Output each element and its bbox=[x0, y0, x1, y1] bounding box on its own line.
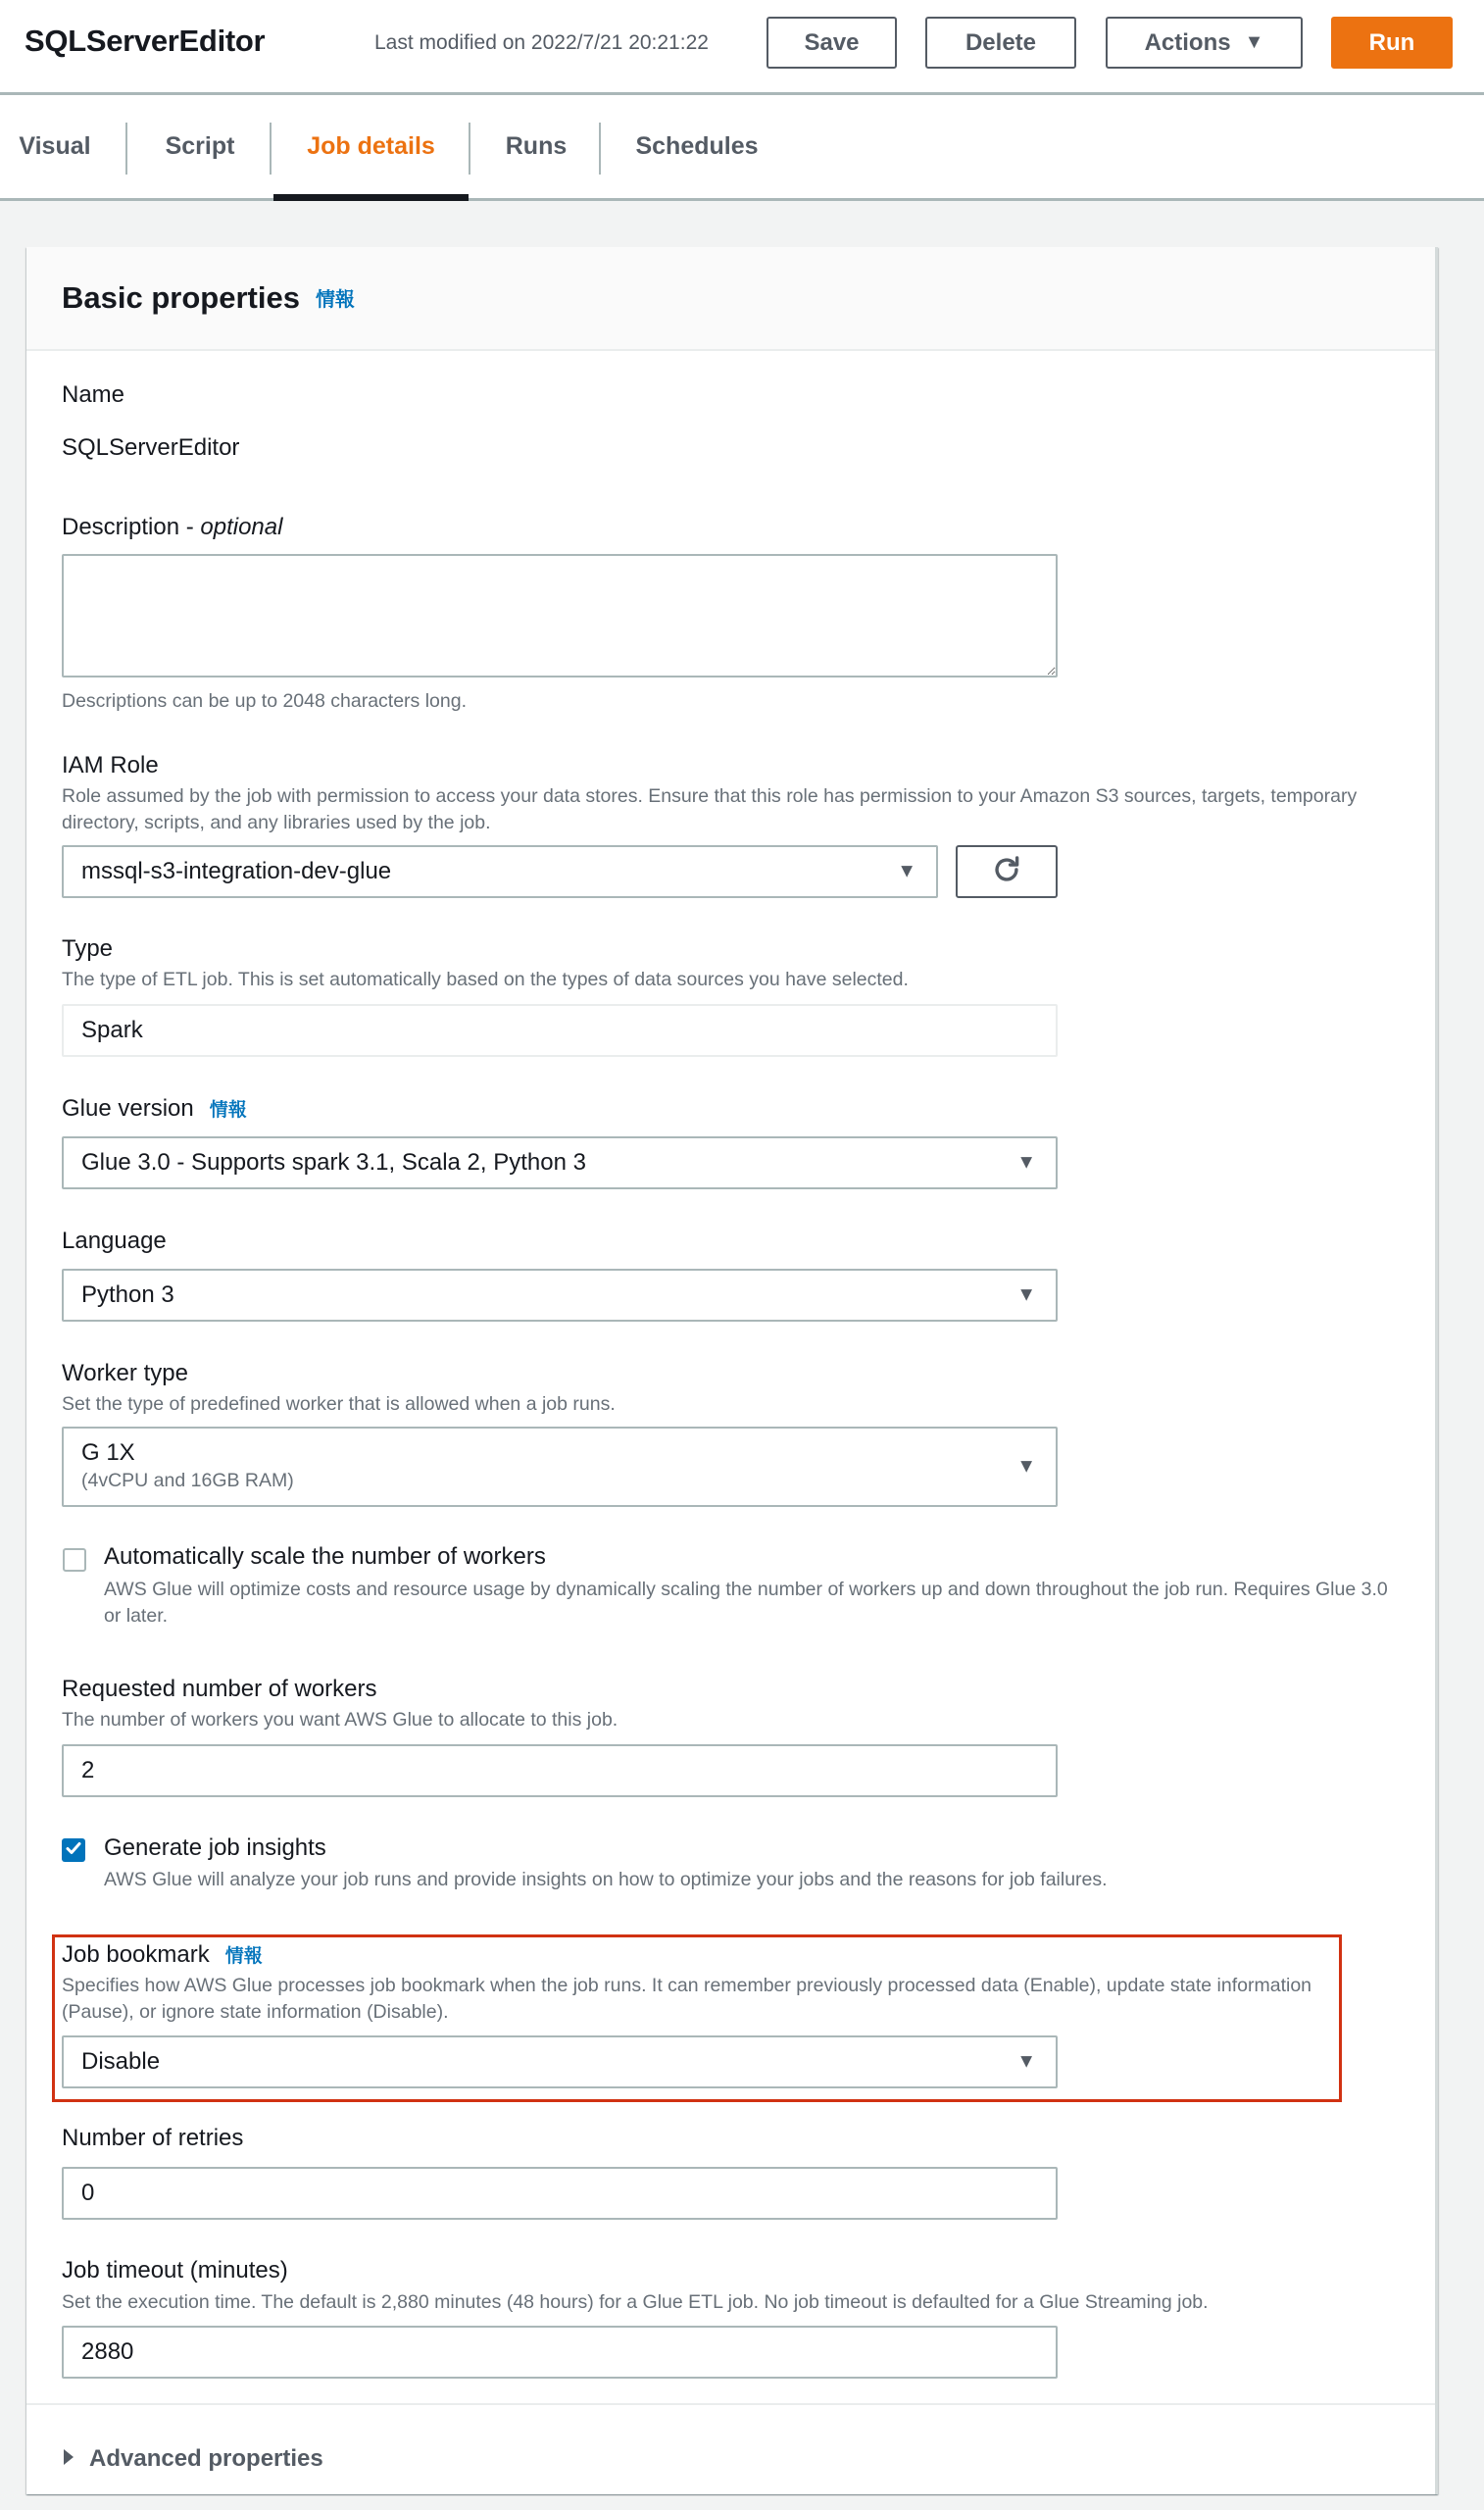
name-label: Name bbox=[62, 381, 125, 408]
tab-script[interactable]: Script bbox=[165, 132, 235, 160]
language-value: Python 3 bbox=[81, 1281, 174, 1308]
refresh-icon bbox=[990, 853, 1023, 891]
language-select[interactable] bbox=[62, 1269, 1058, 1322]
top-bar bbox=[0, 0, 1484, 95]
caret-down-icon: ▼ bbox=[1244, 31, 1264, 53]
tab-job-details[interactable]: Job details bbox=[273, 95, 469, 198]
description-hint: Descriptions can be up to 2048 characters long. bbox=[62, 690, 467, 712]
glue-version-label bbox=[62, 1095, 247, 1123]
job-bookmark-label bbox=[62, 1941, 263, 1969]
num-workers-description: The number of workers you want AWS Glue to allocate to this job. bbox=[62, 1709, 618, 1731]
info-link[interactable]: 情報 bbox=[315, 289, 355, 311]
actions-label: Actions bbox=[1144, 28, 1231, 56]
checkmark-icon bbox=[65, 1839, 82, 1862]
iam-role-value: mssql-s3-integration-dev-glue bbox=[81, 858, 392, 884]
delete-button[interactable]: Delete bbox=[925, 17, 1076, 69]
type-description: The type of ETL job. This is set automatically based on the types of data sources you have selected. bbox=[62, 969, 909, 990]
type-value: Spark bbox=[81, 1017, 143, 1043]
name-value: SQLServerEditor bbox=[62, 434, 240, 461]
glue-version-label-text: Glue version bbox=[62, 1095, 194, 1122]
run-button[interactable]: Run bbox=[1331, 17, 1453, 69]
iam-role-label: IAM Role bbox=[62, 752, 159, 778]
iam-role-description: Role assumed by the job with permission to access your data stores. Ensure that this role has permission to your Amazon S3 sources, targets, temporary directory, scripts, and any libraries used by the job. bbox=[62, 785, 1358, 833]
advanced-properties-label: Advanced properties bbox=[89, 2445, 323, 2472]
caret-down-icon: ▼ bbox=[1016, 2050, 1036, 2073]
tab-divider bbox=[599, 123, 601, 175]
job-insights-checkbox[interactable] bbox=[62, 1838, 85, 1862]
type-label: Type bbox=[62, 935, 114, 962]
section-divider bbox=[26, 2403, 1435, 2405]
refresh-iam-roles-button[interactable] bbox=[956, 845, 1058, 898]
basic-properties-panel bbox=[26, 247, 1438, 2494]
glue-version-value: Glue 3.0 - Supports spark 3.1, Scala 2, Python 3 bbox=[81, 1149, 586, 1176]
timeout-description: Set the execution time. The default is 2,880 minutes (48 hours) for a Glue ETL job. No job timeout is defaulted for a Glue Streaming job. bbox=[62, 2291, 1209, 2313]
job-insights-label: Generate job insights bbox=[104, 1834, 326, 1861]
optional-marker: optional bbox=[200, 514, 283, 540]
caret-down-icon: ▼ bbox=[897, 860, 916, 882]
retries-label: Number of retries bbox=[62, 2125, 244, 2151]
job-bookmark-value: Disable bbox=[81, 2048, 161, 2075]
auto-scale-checkbox[interactable] bbox=[63, 1548, 86, 1572]
caret-down-icon: ▼ bbox=[1016, 1151, 1036, 1174]
job-bookmark-description: Specifies how AWS Glue processes job bookmark when the job runs. It can remember previously processed data (Enable), update state information (Pause), or ignore state information (Disable). bbox=[62, 1975, 1312, 2023]
job-bookmark-select[interactable] bbox=[62, 2035, 1058, 2088]
language-label: Language bbox=[62, 1228, 167, 1254]
worker-type-value: G 1X bbox=[81, 1439, 135, 1466]
job-title: SQLServerEditor bbox=[25, 24, 266, 58]
description-label-text: Description - bbox=[62, 514, 201, 540]
timeout-value: 2880 bbox=[81, 2338, 134, 2365]
caret-down-icon: ▼ bbox=[1016, 1455, 1036, 1478]
info-link[interactable]: 情報 bbox=[224, 1946, 263, 1967]
caret-down-icon: ▼ bbox=[1016, 1283, 1036, 1306]
tab-visual[interactable]: Visual bbox=[19, 132, 91, 160]
worker-type-label: Worker type bbox=[62, 1360, 188, 1386]
panel-header bbox=[26, 247, 1435, 351]
type-field bbox=[62, 1004, 1058, 1057]
tab-divider bbox=[270, 123, 272, 175]
actions-dropdown-button[interactable] bbox=[1106, 17, 1303, 69]
save-button[interactable]: Save bbox=[767, 17, 897, 69]
panel-title bbox=[62, 280, 355, 316]
timeout-input[interactable] bbox=[62, 2326, 1058, 2379]
job-bookmark-label-text: Job bookmark bbox=[62, 1941, 210, 1968]
caret-right-icon bbox=[62, 2447, 75, 2472]
job-insights-description: AWS Glue will analyze your job runs and provide insights on how to optimize your jobs and the reasons for job failures. bbox=[104, 1869, 1108, 1890]
worker-type-detail: (4vCPU and 16GB RAM) bbox=[81, 1470, 294, 1491]
tab-divider bbox=[469, 123, 470, 175]
worker-type-select[interactable] bbox=[62, 1427, 1058, 1507]
auto-scale-label: Automatically scale the number of workers bbox=[104, 1543, 546, 1570]
description-textarea[interactable] bbox=[62, 554, 1058, 678]
auto-scale-description: AWS Glue will optimize costs and resource usage by dynamically scaling the number of workers up and down throughout the job run. Requires Glue 3.0 or later. bbox=[104, 1579, 1388, 1627]
advanced-properties-toggle[interactable] bbox=[62, 2445, 323, 2473]
retries-input[interactable] bbox=[62, 2167, 1058, 2220]
retries-value: 0 bbox=[81, 2180, 95, 2206]
timeout-label: Job timeout (minutes) bbox=[62, 2257, 288, 2284]
tab-bar bbox=[0, 95, 1484, 201]
tab-schedules[interactable]: Schedules bbox=[635, 132, 759, 160]
iam-role-select[interactable] bbox=[62, 845, 938, 898]
num-workers-label: Requested number of workers bbox=[62, 1676, 377, 1702]
num-workers-input[interactable] bbox=[62, 1744, 1058, 1797]
glue-version-select[interactable] bbox=[62, 1136, 1058, 1189]
last-modified-text: Last modified on 2022/7/21 20:21:22 bbox=[374, 31, 709, 54]
tab-runs[interactable]: Runs bbox=[505, 132, 568, 160]
worker-type-description: Set the type of predefined worker that is allowed when a job runs. bbox=[62, 1393, 616, 1415]
num-workers-value: 2 bbox=[81, 1757, 95, 1783]
tab-divider bbox=[125, 123, 127, 175]
description-label bbox=[62, 514, 282, 541]
panel-title-text: Basic properties bbox=[62, 280, 300, 315]
info-link[interactable]: 情報 bbox=[209, 1100, 247, 1121]
